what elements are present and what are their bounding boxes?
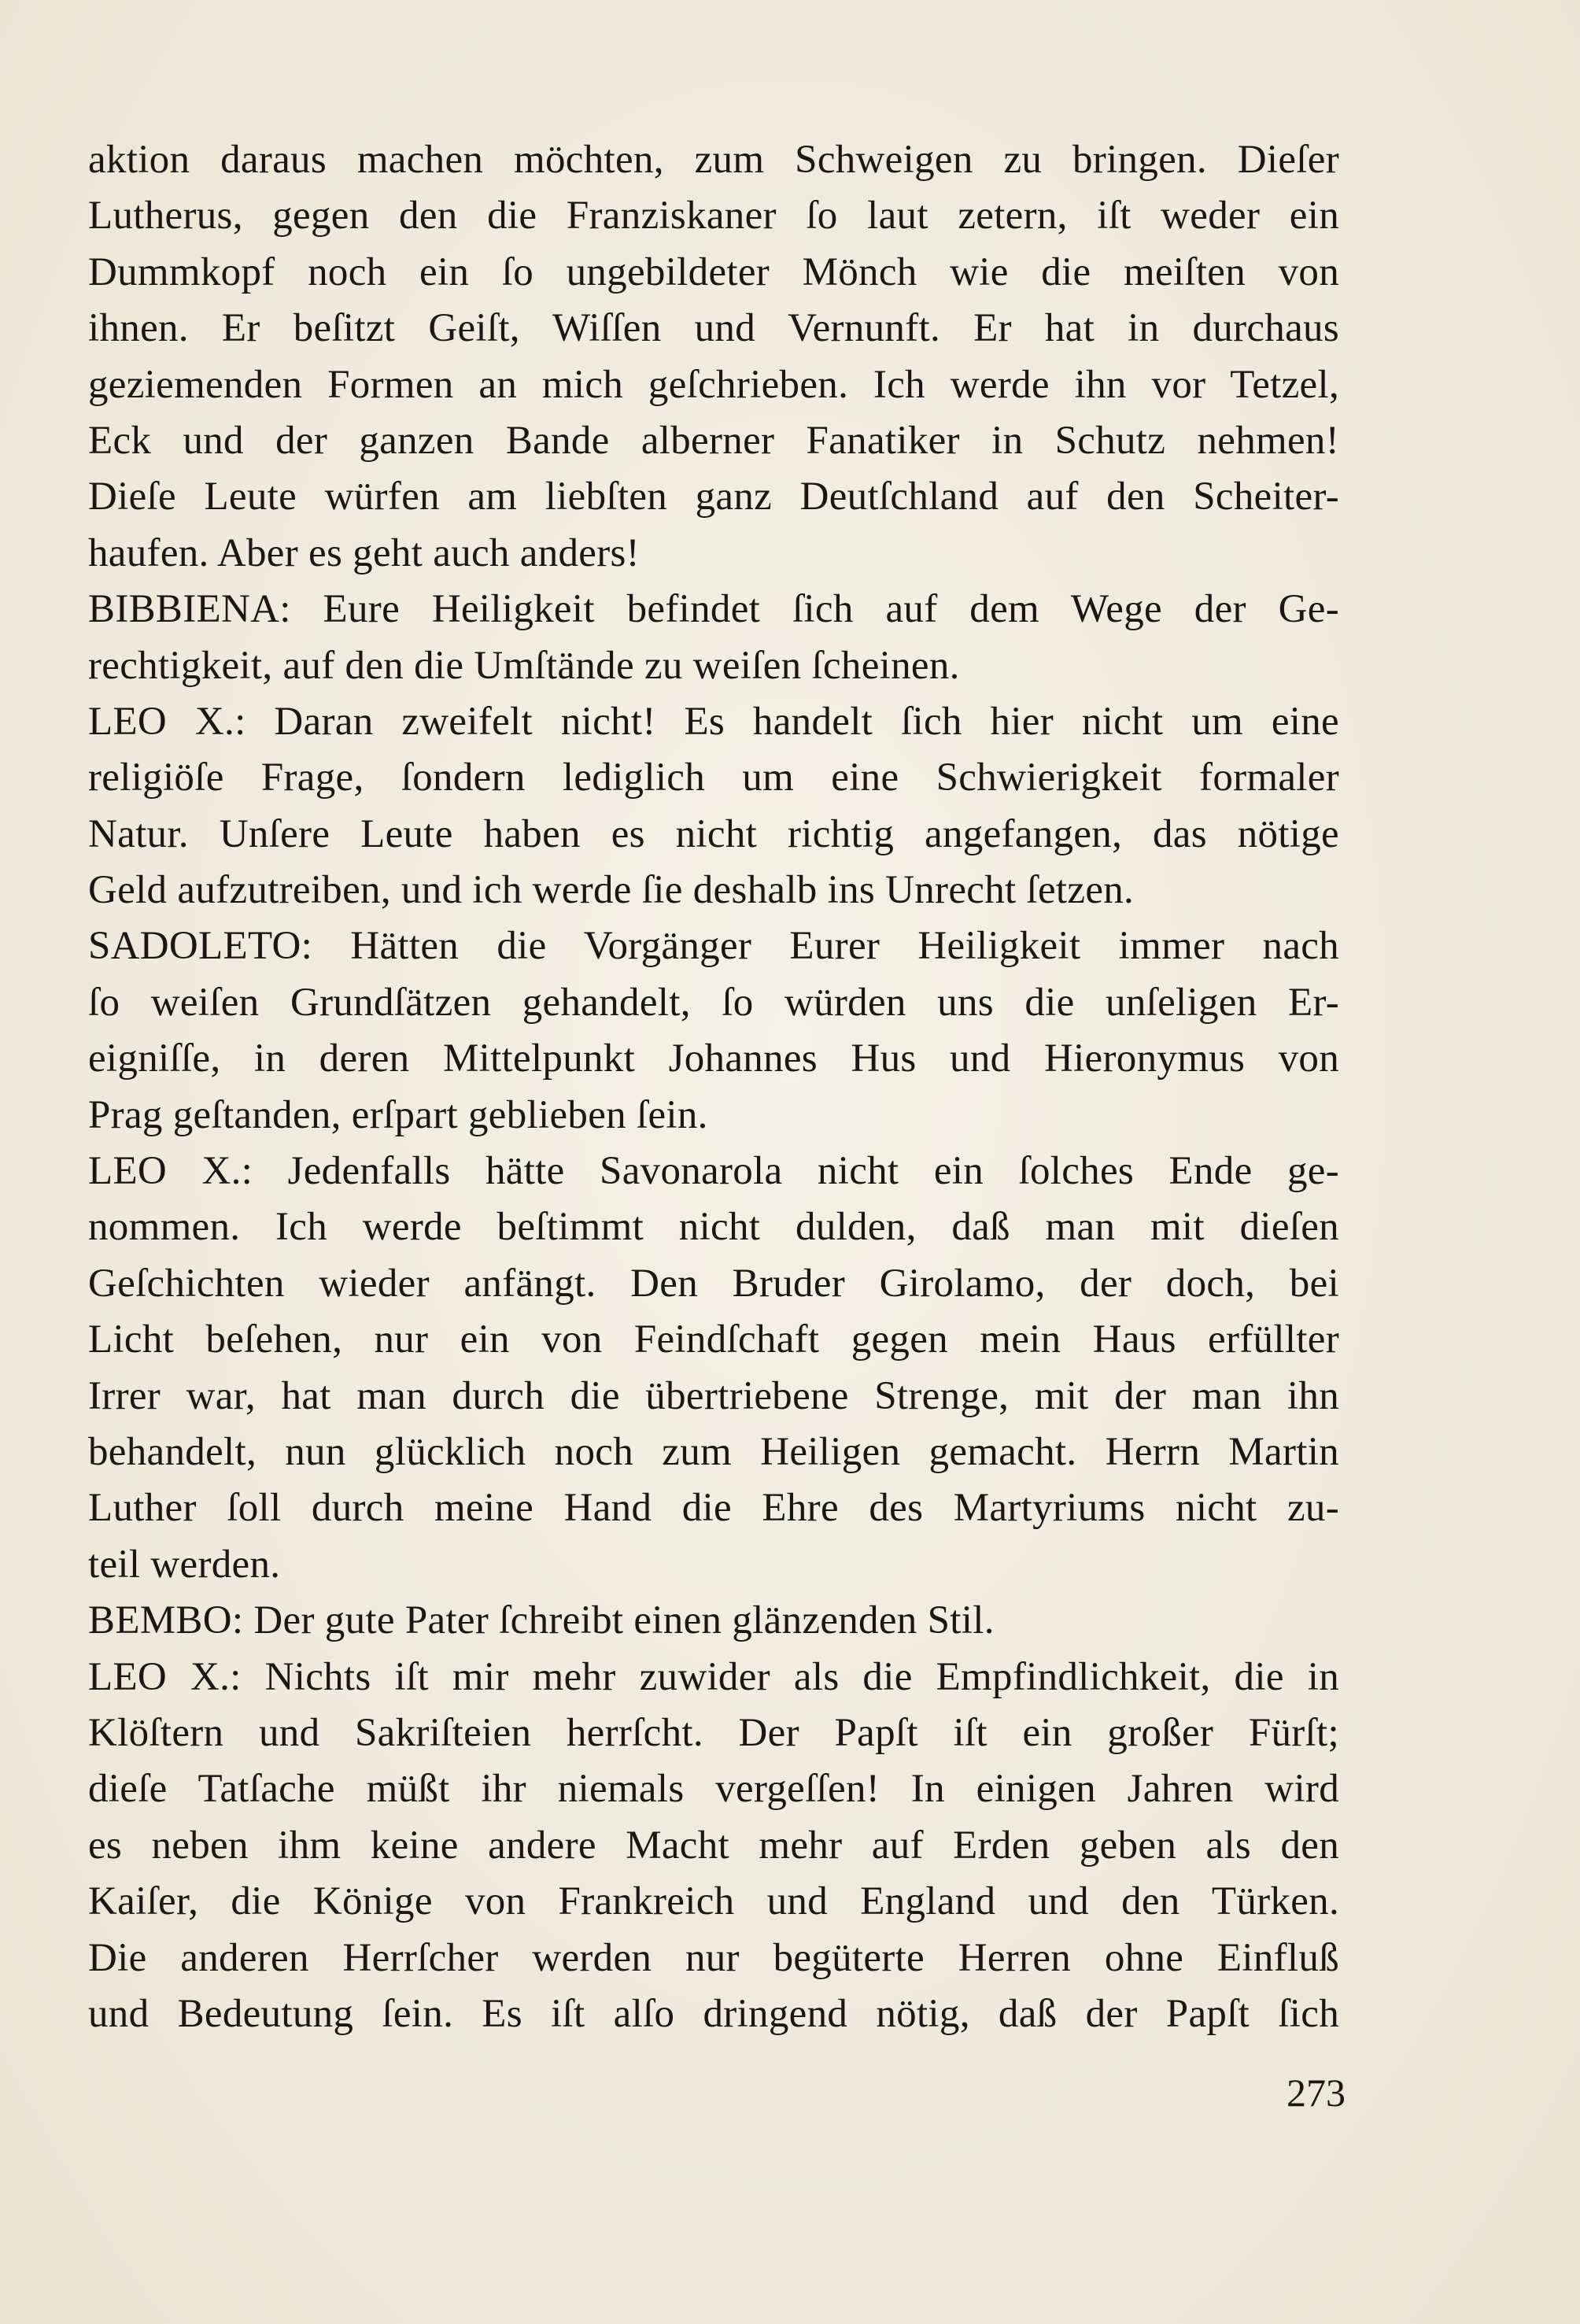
text-line: ſo weiſen Grundſätzen gehandelt, ſo würden uns die unſeligen Er- <box>88 980 1339 1025</box>
text-line: rechtigkeit, auf den die Umſtände zu weiſen ſcheinen. <box>88 643 960 688</box>
text-line: behandelt, nun glücklich noch zum Heiligen gemacht. Herrn Martin <box>88 1429 1339 1474</box>
text-line: religiöſe Frage, ſondern lediglich um eine Schwierigkeit formaler <box>88 756 1339 800</box>
text-line: Lutherus, gegen den die Franziskaner ſo laut zetern, iſt weder ein <box>88 194 1339 238</box>
text-line: BEMBO: Der gute Pater ſchreibt einen glänzenden Stil. <box>88 1598 995 1643</box>
text-line: Natur. Unſere Leute haben es nicht richtig angefangen, das nötige <box>88 811 1339 856</box>
text-line: LEO X.: Nichts iſt mir mehr zuwider als die Empfindlichkeit, die in <box>88 1654 1339 1699</box>
text-line: eigniſſe, in deren Mittelpunkt Johannes Hus und Hieronymus von <box>88 1036 1339 1081</box>
text-line: Eck und der ganzen Bande alberner Fanatiker in Schutz nehmen! <box>88 418 1339 463</box>
text-line: Luther ſoll durch meine Hand die Ehre des Martyriums nicht zu- <box>88 1486 1339 1531</box>
text-line: Dummkopf noch ein ſo ungebildeter Mönch wie die meiſten von <box>88 249 1339 294</box>
text-line: Klöſtern und Sakriſteien herrſcht. Der Papſt iſt ein großer Fürſt; <box>88 1710 1339 1755</box>
text-line: Dieſe Leute würfen am liebſten ganz Deutſchland auf den Scheiter- <box>88 475 1339 519</box>
text-line: ihnen. Er beſitzt Geiſt, Wiſſen und Vernunft. Er hat in durchaus <box>88 306 1339 351</box>
text-line: Geld aufzutreiben, und ich werde ſie deshalb ins Unrecht ſetzen. <box>88 868 1135 913</box>
text-line: es neben ihm keine andere Macht mehr auf Erden geben als den <box>88 1823 1339 1868</box>
text-line: Irrer war, hat man durch die übertriebene Strenge, mit der man ihn <box>88 1373 1339 1418</box>
text-line: Kaiſer, die Könige von Frankreich und England und den Türken. <box>88 1879 1339 1924</box>
text-line: LEO X.: Daran zweifelt nicht! Es handelt ſich hier nicht um eine <box>88 699 1339 744</box>
text-line: Die anderen Herrſcher werden nur begüterte Herren ohne Einfluß <box>88 1935 1339 1980</box>
text-line: haufen. Aber es geht auch anders! <box>88 530 640 575</box>
text-line: und Bedeutung ſein. Es iſt alſo dringend nötig, daß der Papſt ſich <box>88 1991 1339 2036</box>
text-line: BIBBIENA: Eure Heiligkeit befindet ſich auf dem Wege der Ge- <box>88 587 1339 632</box>
text-line: geziemenden Formen an mich geſchrieben. Ich werde ihn vor Tetzel, <box>88 362 1339 407</box>
page-number: 273 <box>1287 2071 1346 2115</box>
text-line: Geſchichten wieder anfängt. Den Bruder Girolamo, der doch, bei <box>88 1261 1339 1306</box>
text-line: aktion daraus machen möchten, zum Schweigen zu bringen. Dieſer <box>88 138 1339 182</box>
text-line: LEO X.: Jedenfalls hätte Savonarola nicht ein ſolches Ende ge- <box>88 1149 1339 1194</box>
text-line: SADOLETO: Hätten die Vorgänger Eurer Heiligkeit immer nach <box>88 924 1339 969</box>
text-line: teil werden. <box>88 1542 281 1587</box>
text-line: dieſe Tatſache müßt ihr niemals vergeſſen! In einigen Jahren wird <box>88 1767 1339 1812</box>
text-line: Licht beſehen, nur ein von Feindſchaft gegen mein Haus erfüllter <box>88 1317 1339 1362</box>
text-line: Prag geſtanden, erſpart geblieben ſein. <box>88 1092 708 1137</box>
body-text <box>88 132 1339 2042</box>
text-line: nommen. Ich werde beſtimmt nicht dulden, daß man mit dieſen <box>88 1205 1339 1250</box>
